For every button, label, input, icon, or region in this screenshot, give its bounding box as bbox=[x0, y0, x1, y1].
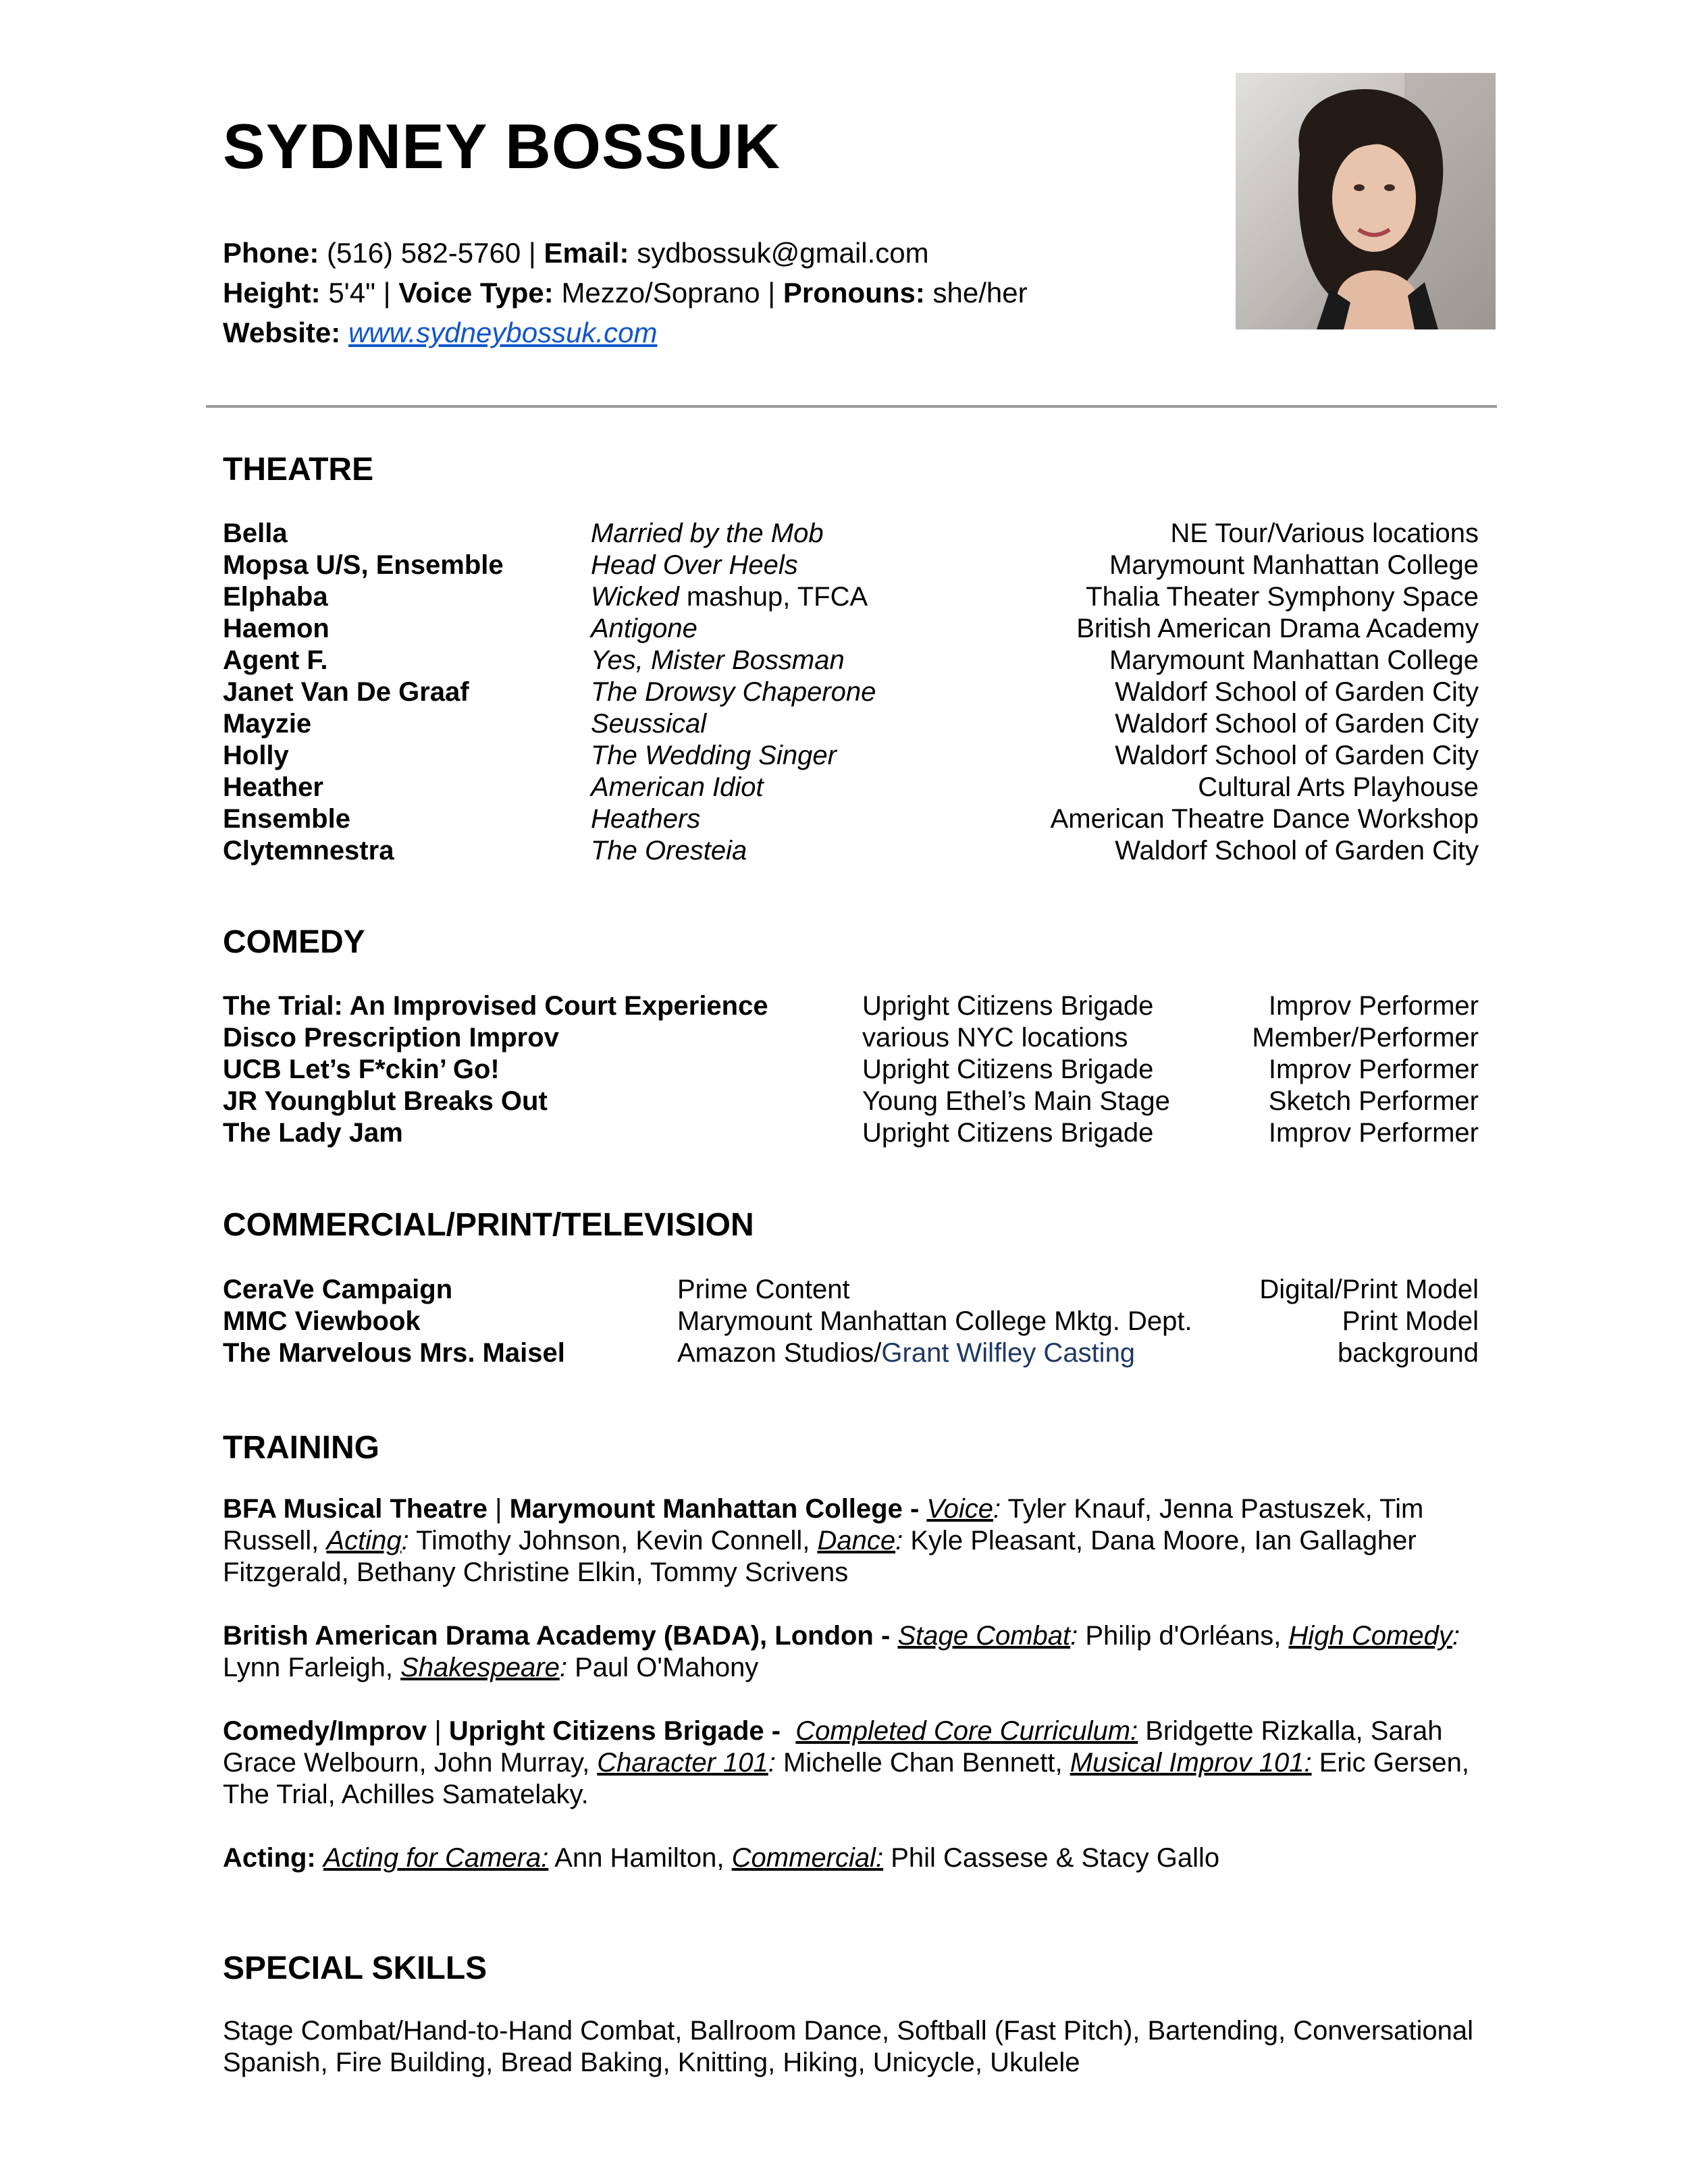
height-label: Height: bbox=[223, 277, 321, 309]
bada-school: British American Drama Academy (BADA), London - bbox=[223, 1621, 891, 1651]
comedy-venue: Upright Citizens Brigade bbox=[862, 1055, 1154, 1084]
comedy-venue: Upright Citizens Brigade bbox=[862, 991, 1154, 1021]
website-link[interactable]: www.sydneybossuk.com bbox=[348, 317, 658, 348]
theatre-row bbox=[223, 518, 1479, 550]
comedy-role: Improv Performer bbox=[1268, 1055, 1479, 1084]
website-label: Website: bbox=[223, 317, 341, 348]
theatre-venue: Waldorf School of Garden City bbox=[1115, 677, 1479, 707]
theatre-show bbox=[591, 518, 824, 550]
theatre-row bbox=[223, 740, 1479, 772]
bada-shakespeare-label: Shakespeare bbox=[400, 1653, 560, 1682]
bfa-voice-label: Voice bbox=[926, 1494, 993, 1524]
bada-comedy-label: High Comedy bbox=[1288, 1621, 1452, 1651]
pronouns-value: she/her bbox=[932, 277, 1028, 309]
theatre-role: Mayzie bbox=[223, 709, 312, 739]
training-bada: British American Drama Academy (BADA), London - Stage Combat: Philip d'Orléans, High Comedy: Lynn Farleigh, Shakespeare: Paul O'Mahony bbox=[223, 1621, 1460, 1682]
bfa-dance: Kyle Pleasant, Dana Moore, Ian Gallagher Fitzgerald, Bethany Christine Elkin, Tommy Scrivens bbox=[223, 1526, 1417, 1587]
comedy-row bbox=[223, 1054, 1479, 1086]
acting-camera: Ann Hamilton, bbox=[548, 1843, 732, 1873]
theatre-venue: British American Drama Academy bbox=[1076, 614, 1479, 643]
commercial-company bbox=[677, 1337, 1135, 1369]
theatre-row bbox=[223, 645, 1479, 676]
theatre-show bbox=[591, 645, 845, 676]
theatre-role: Ensemble bbox=[223, 804, 350, 834]
commercial-role: Digital/Print Model bbox=[1259, 1275, 1479, 1304]
acting-commercial: Phil Cassese & Stacy Gallo bbox=[883, 1843, 1220, 1873]
phone-label: Phone: bbox=[223, 237, 319, 269]
theatre-show-title: American Idiot bbox=[591, 772, 764, 802]
theatre-row bbox=[223, 550, 1479, 581]
ucb-program: Comedy/Improv bbox=[223, 1716, 427, 1746]
commercial-company bbox=[677, 1306, 1192, 1337]
commercial-project: The Marvelous Mrs. Maisel bbox=[223, 1338, 565, 1368]
theatre-show-title: Seussical bbox=[591, 709, 707, 739]
theatre-show-title: The Drowsy Chaperone bbox=[591, 677, 876, 707]
theatre-venue: Waldorf School of Garden City bbox=[1115, 741, 1479, 770]
theatre-venue: Waldorf School of Garden City bbox=[1115, 836, 1479, 865]
theatre-role: Bella bbox=[223, 518, 288, 548]
theatre-show-title: Married by the Mob bbox=[591, 518, 824, 548]
separator: | bbox=[383, 277, 391, 309]
bfa-program: BFA Musical Theatre bbox=[223, 1494, 487, 1524]
comedy-role: Member/Performer bbox=[1252, 1023, 1479, 1053]
comedy-role: Improv Performer bbox=[1268, 991, 1479, 1021]
theatre-show bbox=[591, 740, 837, 772]
comedy-venue: various NYC locations bbox=[862, 1023, 1128, 1053]
theatre-show-title: Antigone bbox=[591, 614, 697, 643]
theatre-row bbox=[223, 581, 1479, 613]
commercial-company-name: Prime Content bbox=[677, 1275, 850, 1304]
voice-type-value: Mezzo/Soprano bbox=[561, 277, 760, 309]
commercial-row bbox=[223, 1274, 1479, 1306]
comedy-row bbox=[223, 990, 1479, 1022]
theatre-row bbox=[223, 676, 1479, 708]
ucb-musical: Eric Gersen, The Trial, Achilles Samatelaky. bbox=[223, 1748, 1470, 1809]
comedy-row bbox=[223, 1022, 1479, 1054]
comedy-show: The Trial: An Improvised Court Experience bbox=[223, 991, 768, 1021]
headshot-photo bbox=[1236, 73, 1496, 329]
commercial-row bbox=[223, 1337, 1479, 1369]
theatre-role: Holly bbox=[223, 741, 289, 770]
commercial-company-extra: Grant Wilfley Casting bbox=[881, 1338, 1136, 1368]
bada-combat: Philip d'Orléans, bbox=[1078, 1621, 1289, 1651]
bada-combat-label: Stage Combat bbox=[897, 1621, 1071, 1651]
theatre-role: Janet Van De Graaf bbox=[223, 677, 469, 707]
theatre-venue: Waldorf School of Garden City bbox=[1115, 709, 1479, 739]
email-value: sydbossuk@gmail.com bbox=[637, 237, 929, 269]
separator: | bbox=[768, 277, 776, 309]
theatre-row bbox=[223, 803, 1479, 835]
comedy-row bbox=[223, 1086, 1479, 1117]
contact-block bbox=[223, 233, 1028, 352]
theatre-role: Mopsa U/S, Ensemble bbox=[223, 550, 504, 580]
theatre-show bbox=[591, 581, 868, 613]
acting-commercial-label: Commercial: bbox=[731, 1843, 884, 1873]
training-ucb: Comedy/Improv | Upright Citizens Brigade - Completed Core Curriculum: Bridgette Rizkalla, Sarah Grace Welbourn, John Murray, Character 101: Michelle Chan Bennett, Musical Improv 101: Eric Gersen, The Trial, Achilles Samatelaky. bbox=[223, 1716, 1470, 1809]
theatre-venue: Marymount Manhattan College bbox=[1109, 645, 1479, 675]
theatre-role: Haemon bbox=[223, 614, 329, 643]
theatre-show-title: Head Over Heels bbox=[591, 550, 798, 580]
theatre-show bbox=[591, 772, 764, 803]
commercial-project: MMC Viewbook bbox=[223, 1306, 421, 1336]
commercial-project: CeraVe Campaign bbox=[223, 1275, 453, 1304]
ucb-sep: | bbox=[427, 1716, 449, 1746]
theatre-show-title: Wicked bbox=[591, 582, 679, 612]
ucb-char: Michelle Chan Bennett, bbox=[775, 1748, 1070, 1778]
theatre-role: Heather bbox=[223, 772, 323, 802]
theatre-show-title: Heathers bbox=[591, 804, 701, 834]
comedy-heading: COMEDY bbox=[223, 924, 365, 960]
skills-text: Stage Combat/Hand-to-Hand Combat, Ballroom Dance, Softball (Fast Pitch), Bartending, Conversational Spanish, Fire Building, Bread Baking, Knitting, Hiking, Unicycle, Ukulele bbox=[223, 2016, 1474, 2077]
comedy-show: JR Youngblut Breaks Out bbox=[223, 1086, 548, 1116]
acting-label: Acting: bbox=[223, 1843, 316, 1873]
commercial-company-name: Marymount Manhattan College Mktg. Dept. bbox=[677, 1306, 1192, 1336]
training-acting bbox=[223, 1842, 1492, 1874]
phone-value: (516) 582-5760 bbox=[327, 237, 521, 269]
theatre-show bbox=[591, 550, 798, 581]
bfa-dance-label: Dance bbox=[817, 1526, 896, 1555]
theatre-row bbox=[223, 613, 1479, 645]
comedy-row bbox=[223, 1117, 1479, 1149]
theatre-venue: Marymount Manhattan College bbox=[1109, 550, 1479, 580]
contact-line-2 bbox=[223, 273, 1028, 313]
pronouns-label: Pronouns: bbox=[783, 277, 925, 309]
comedy-role: Sketch Performer bbox=[1268, 1086, 1479, 1116]
training-heading: TRAINING bbox=[223, 1430, 379, 1466]
training-bfa: BFA Musical Theatre | Marymount Manhattan College - Voice: Tyler Knauf, Jenna Pastuszek, Tim Russell, Acting: Timothy Johnson, Kevin Connell, Dance: Kyle Pleasant, Dana Moore, Ian Gallagher Fitzgerald, Bethany Christine Elkin, Tommy Scrivens bbox=[223, 1494, 1424, 1587]
acting-camera-label: Acting for Camera: bbox=[323, 1843, 549, 1873]
theatre-show-extra: mashup, TFCA bbox=[679, 582, 868, 612]
theatre-venue: American Theatre Dance Workshop bbox=[1050, 804, 1479, 834]
comedy-venue: Upright Citizens Brigade bbox=[862, 1118, 1154, 1148]
theatre-role: Clytemnestra bbox=[223, 836, 394, 865]
commercial-role: Print Model bbox=[1342, 1306, 1479, 1336]
theatre-show bbox=[591, 613, 697, 645]
skills-heading: SPECIAL SKILLS bbox=[223, 1950, 487, 1986]
theatre-venue: Cultural Arts Playhouse bbox=[1198, 772, 1479, 802]
divider-rule bbox=[206, 405, 1497, 408]
comedy-venue: Young Ethel’s Main Stage bbox=[862, 1086, 1170, 1116]
theatre-heading: THEATRE bbox=[223, 452, 374, 487]
theatre-role: Elphaba bbox=[223, 582, 328, 612]
email-label: Email: bbox=[544, 237, 629, 269]
bfa-school: Marymount Manhattan College - bbox=[509, 1494, 920, 1524]
ucb-school: Upright Citizens Brigade - bbox=[448, 1716, 781, 1746]
commercial-company-name: Amazon Studios/ bbox=[677, 1338, 882, 1368]
bfa-sep: | bbox=[487, 1494, 510, 1524]
bfa-voice: Tyler Knauf, Jenna Pastuszek, Tim Russell, bbox=[223, 1494, 1424, 1555]
theatre-show-title: The Oresteia bbox=[591, 836, 747, 865]
comedy-show: UCB Let’s F*ckin’ Go! bbox=[223, 1055, 500, 1084]
voice-type-label: Voice Type: bbox=[398, 277, 554, 309]
theatre-venue: Thalia Theater Symphony Space bbox=[1086, 582, 1479, 612]
separator: | bbox=[528, 237, 536, 269]
commercial-row bbox=[223, 1306, 1479, 1337]
height-value: 5'4" bbox=[328, 277, 375, 309]
theatre-show bbox=[591, 803, 700, 835]
commercial-heading: COMMERCIAL/PRINT/TELEVISION bbox=[223, 1207, 754, 1243]
bada-comedy: Lynn Farleigh, bbox=[223, 1653, 401, 1682]
theatre-row bbox=[223, 772, 1479, 803]
theatre-show bbox=[591, 676, 876, 708]
contact-line-1 bbox=[223, 233, 1028, 273]
bfa-acting: Timothy Johnson, Kevin Connell, bbox=[408, 1526, 818, 1555]
commercial-role: background bbox=[1337, 1338, 1479, 1368]
ucb-musical-label: Musical Improv 101: bbox=[1070, 1748, 1312, 1778]
theatre-show-title: Yes, Mister Bossman bbox=[591, 645, 845, 675]
commercial-company bbox=[677, 1274, 850, 1306]
comedy-show: Disco Prescription Improv bbox=[223, 1023, 559, 1053]
comedy-show: The Lady Jam bbox=[223, 1118, 403, 1148]
theatre-role: Agent F. bbox=[223, 645, 328, 675]
theatre-venue: NE Tour/Various locations bbox=[1170, 518, 1479, 548]
theatre-row bbox=[223, 835, 1479, 867]
theatre-show-title: The Wedding Singer bbox=[591, 741, 837, 770]
theatre-row bbox=[223, 708, 1479, 740]
contact-line-3 bbox=[223, 313, 1028, 352]
ucb-core-label: Completed Core Curriculum: bbox=[795, 1716, 1138, 1746]
ucb-char-label: Character 101 bbox=[597, 1748, 768, 1778]
theatre-show bbox=[591, 708, 706, 740]
bfa-acting-label: Acting bbox=[326, 1526, 402, 1555]
ucb-core: Bridgette Rizkalla, Sarah Grace Welbourn, John Murray, bbox=[223, 1716, 1443, 1778]
resume-name: SYDNEY BOSSUK bbox=[223, 111, 781, 182]
headshot-image bbox=[1236, 73, 1496, 329]
theatre-show bbox=[591, 835, 747, 867]
comedy-role: Improv Performer bbox=[1268, 1118, 1479, 1148]
bada-shakespeare: Paul O'Mahony bbox=[566, 1653, 759, 1682]
